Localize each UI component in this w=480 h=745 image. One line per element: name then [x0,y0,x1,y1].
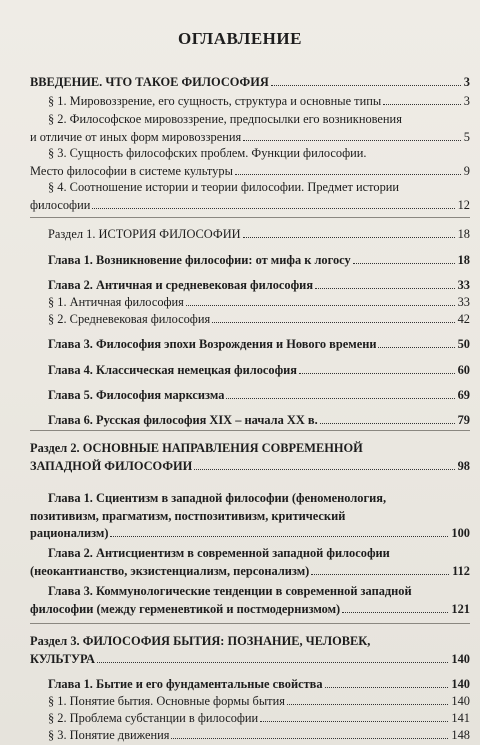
toc-entry [30,583,470,618]
dot-leader [315,288,455,289]
toc-entry-text: философии (между герменевтикой и постмодернизмом) [30,601,341,616]
toc-entry-text: § 2. Средневековая философия [48,312,211,326]
dot-leader [325,687,449,688]
toc-entry-text: КУЛЬТУРА [30,651,95,666]
toc-entry-text: § 3. Сущность философских проблем. Функции философии. [48,146,367,160]
toc-entry [30,336,470,354]
dot-leader [194,469,454,470]
toc-entry-text: (неокантианство, экзистенциализм, персонализм) [30,563,310,578]
toc-page-number: 9 [463,163,470,178]
toc-page-number: 60 [457,363,470,377]
toc-entry [30,226,470,244]
toc-entry [30,727,470,745]
toc-entry [30,179,470,214]
dot-leader [92,208,454,209]
dot-leader [271,85,461,86]
toc-page-number: 69 [457,388,470,402]
toc-entry-text: философии [30,197,91,212]
toc-entry [30,440,470,475]
toc-entry-text: Глава 3. Философия эпохи Возрождения и Нового времени [48,337,377,351]
toc-page-number: 18 [457,253,470,267]
dot-leader [212,322,454,323]
toc-entry-text: Глава 2. Античная и средневековая философия [48,278,314,292]
toc-entry-text: рационализм) [30,526,109,540]
dot-leader [299,373,455,374]
toc-entry-text: § 1. Античная философия [48,295,184,309]
toc-page-number: 33 [457,278,470,292]
toc-page-number: 100 [451,526,470,540]
toc-entry [30,93,470,111]
toc-entry [30,676,470,694]
section-divider [30,623,470,624]
toc-entry-text: Глава 1. Возникновение философии: от мифа к логосу [48,253,351,267]
toc-entry-text: ЗАПАДНОЙ ФИЛОСОФИИ [30,458,193,473]
toc-entry-text: § 1. Мировоззрение, его сущность, структура и основные типы [48,94,382,108]
toc-entry-text: и отличие от иных форм мировоззрения [30,129,242,144]
toc-entry [30,252,470,270]
toc-entry-text: § 4. Соотношение истории и теории философии. Предмет истории [48,180,400,194]
toc-entry [30,145,470,180]
dot-leader [287,704,448,705]
toc-page-number: 33 [457,295,470,309]
toc-entry-text: Глава 6. Русская философия XIX – начала XX в. [48,413,318,427]
toc-entry-text: позитивизм, прагматизм, постпозитивизм, критический [30,508,346,523]
section-divider [30,217,470,218]
toc-entry-text: Глава 1. Бытие и его фундаментальные свойства [48,677,323,691]
toc-page-number: 3 [463,94,470,108]
toc-page-number: 141 [451,711,470,725]
toc-page-number: 112 [452,563,470,578]
dot-leader [311,574,449,575]
toc-entry-text: Глава 5. Философия марксизма [48,388,225,402]
toc-entry-text: Раздел 2. ОСНОВНЫЕ НАПРАВЛЕНИЯ СОВРЕМЕННОЙ [30,441,363,455]
toc-entry [30,412,470,430]
toc-entry [30,633,470,668]
dot-leader [110,536,448,537]
toc-page-number: 148 [451,728,470,742]
toc-entry [30,362,470,380]
dot-leader [243,140,461,141]
toc-page-number: 79 [457,413,470,427]
dot-leader [171,738,448,739]
dot-leader [97,662,448,663]
dot-leader [260,721,448,722]
dot-leader [383,104,461,105]
toc-entry-text: § 3. Понятие движения [48,728,170,742]
toc-entry-text: Глава 1. Сциентизм в западной философии (феноменология, [48,491,387,505]
toc-entry-text: Глава 4. Классическая немецкая философия [48,363,297,377]
toc-entry [30,294,470,312]
toc-page-number: 98 [457,458,470,473]
section-divider [30,430,470,431]
toc-entry [30,693,470,711]
dot-leader [226,398,454,399]
toc-page-number: 50 [457,337,470,351]
toc-entry [30,545,470,580]
dot-leader [320,423,455,424]
toc-page-number: 42 [457,312,470,326]
toc-entry [30,387,470,405]
toc-entry [30,74,470,92]
toc-page-number: 121 [451,601,470,616]
toc-entry [30,311,470,329]
toc-entry-text: ВВЕДЕНИЕ. ЧТО ТАКОЕ ФИЛОСОФИЯ [30,75,269,89]
dot-leader [353,263,455,264]
dot-leader [342,612,448,613]
toc-page-number: 140 [451,677,470,691]
dot-leader [378,347,454,348]
dot-leader [235,174,461,175]
toc-entry [30,111,470,146]
toc-page-number: 18 [457,227,470,241]
toc-entry [30,490,470,543]
toc-entry-text: Место философии в системе культуры [30,163,233,178]
toc-page-number: 3 [463,75,470,89]
toc-entry-text: § 2. Проблема субстанции в философии [48,711,259,725]
toc-page-number: 12 [457,197,470,212]
dot-leader [186,305,455,306]
toc-page-number: 5 [463,129,470,144]
toc-entry-text: Раздел 3. ФИЛОСОФИЯ БЫТИЯ: ПОЗНАНИЕ, ЧЕЛОВЕК, [30,634,371,648]
toc-page-number: 140 [451,694,470,708]
dot-leader [243,237,455,238]
toc-entry-text: § 1. Понятие бытия. Основные формы бытия [48,694,285,708]
toc-page-number: 140 [451,651,470,666]
toc-entry [30,277,470,295]
toc-entry-text: Раздел 1. ИСТОРИЯ ФИЛОСОФИИ [48,227,241,241]
toc-entry-text: § 2. Философское мировоззрение, предпосылки его возникновения [48,112,402,126]
page-title: ОГЛАВЛЕНИЕ [178,29,302,48]
toc-entry-text: Глава 3. Коммунологические тенденции в современной западной [48,584,412,598]
toc-entry-text: Глава 2. Антисциентизм в современной западной философии [48,546,390,560]
toc-entry [30,710,470,728]
